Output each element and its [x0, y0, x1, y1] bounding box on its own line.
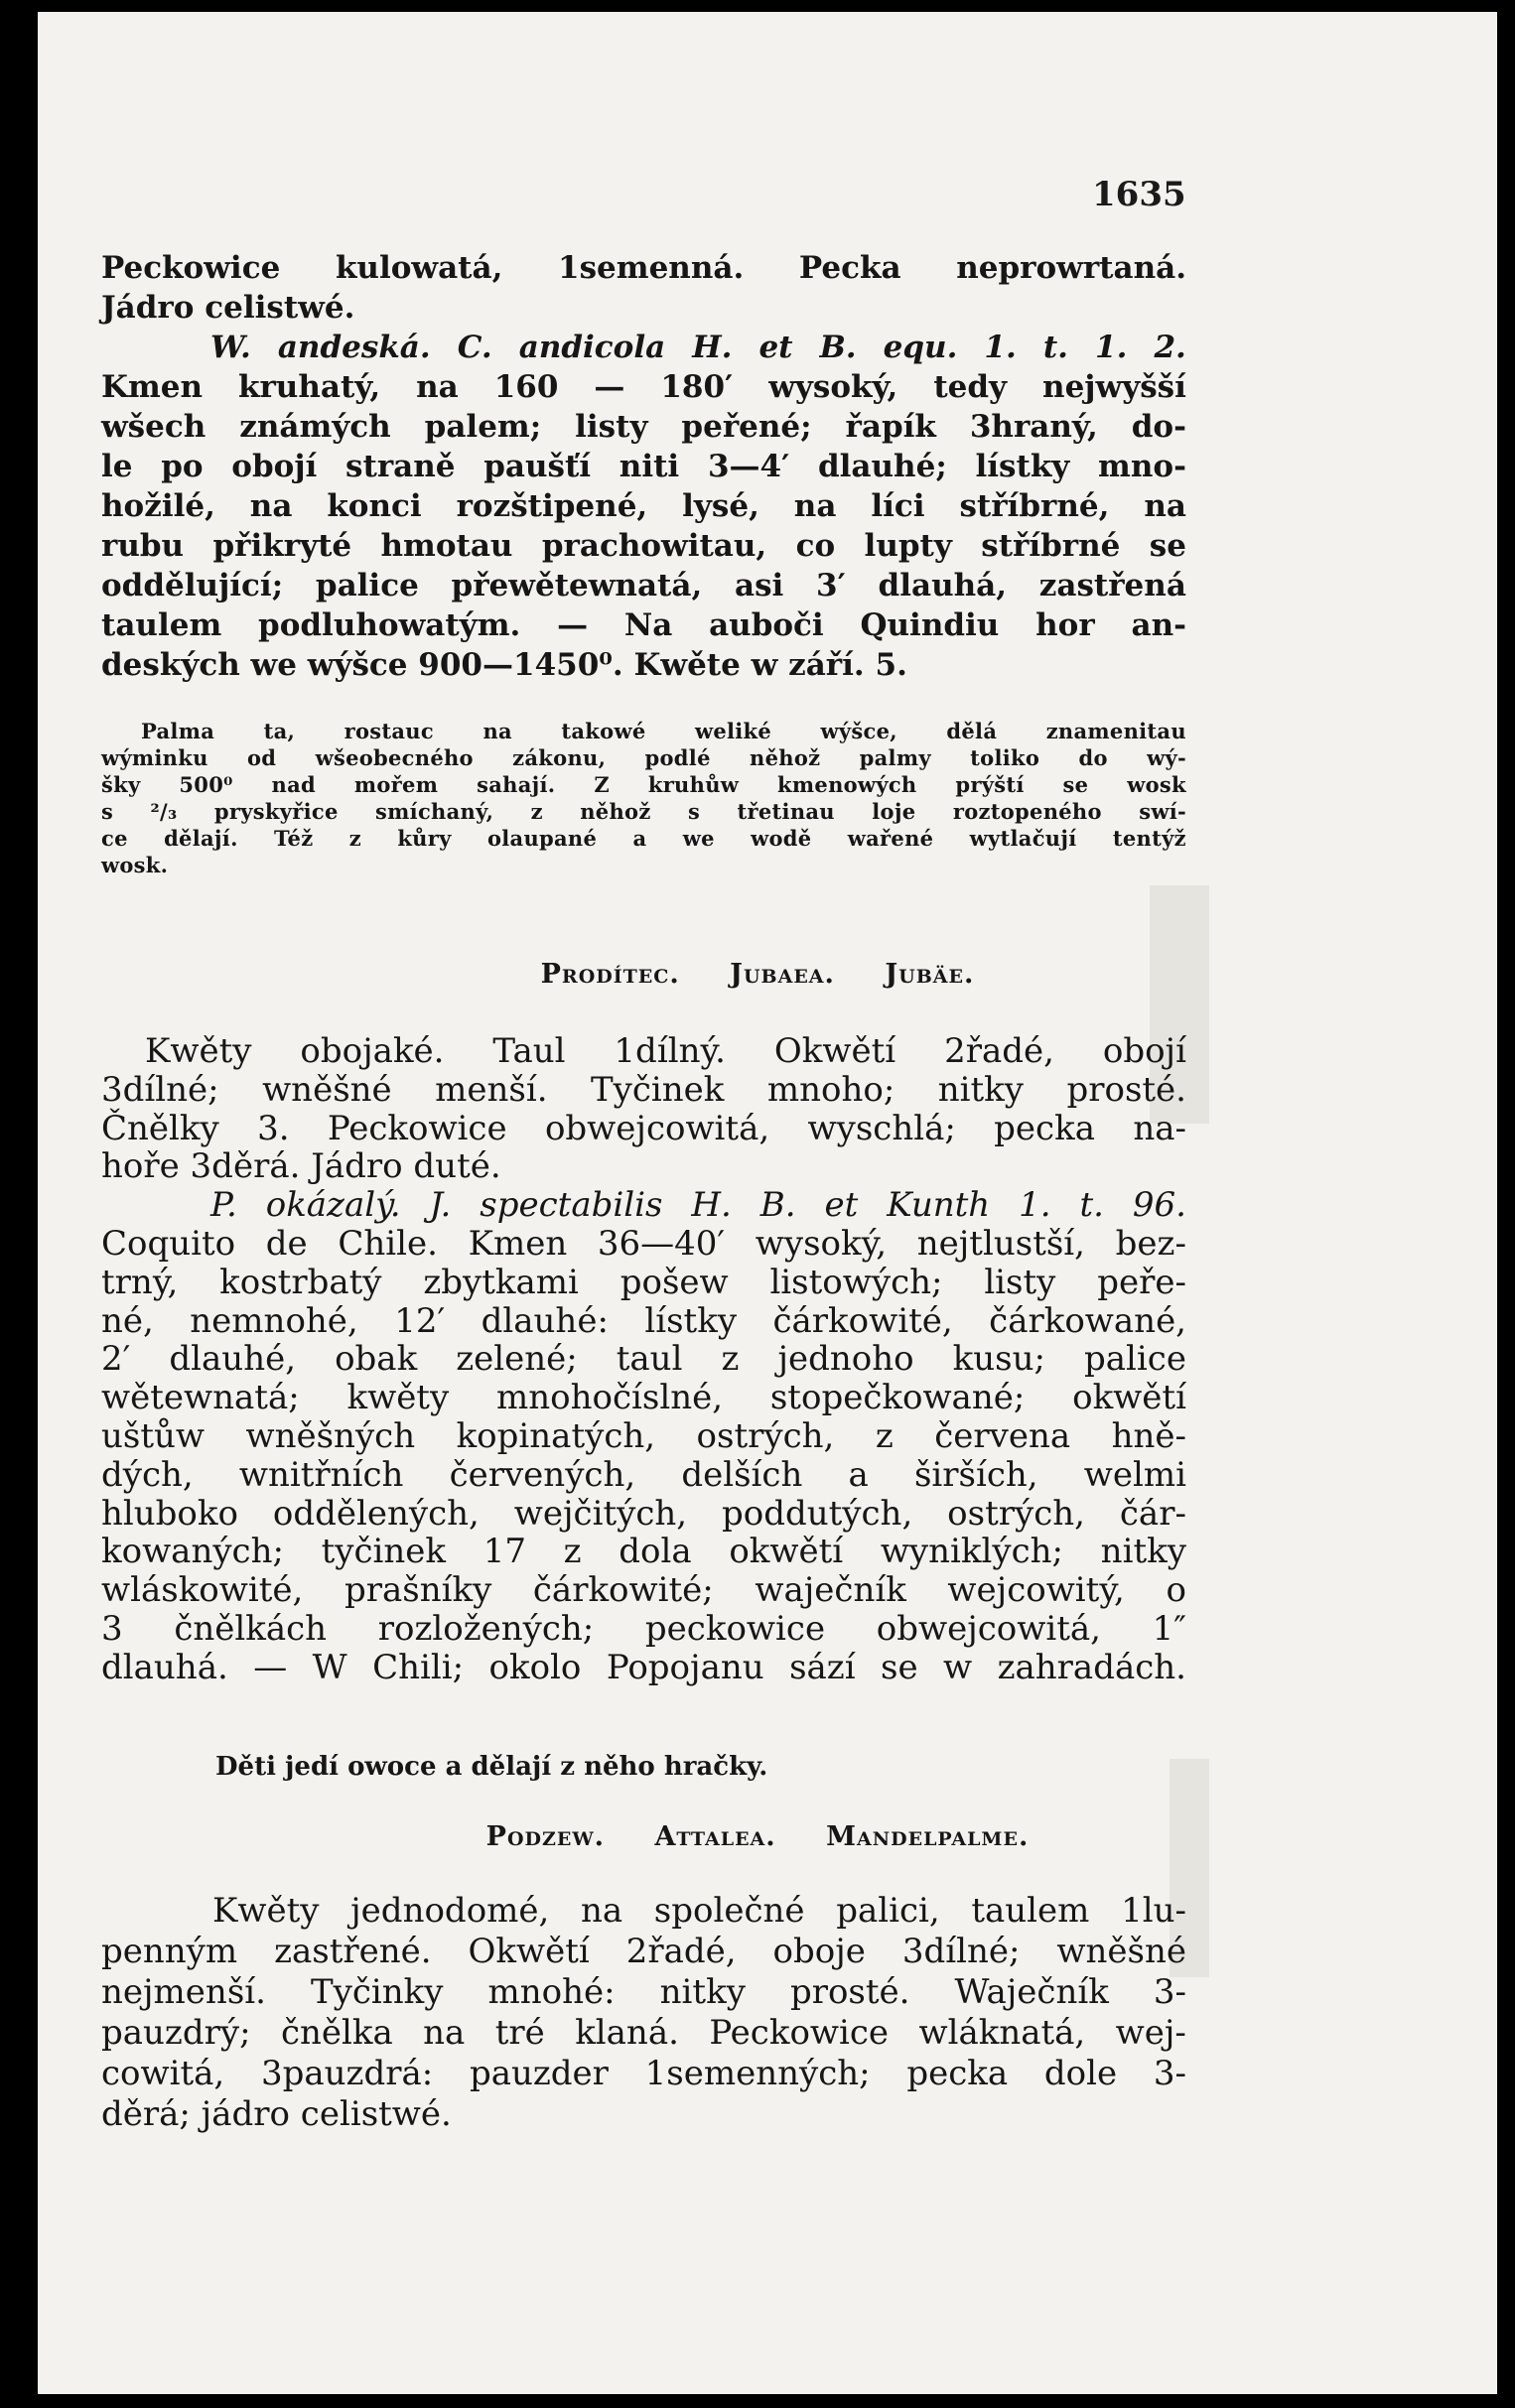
text-line: trný, kostrbatý zbytkami pošew listowých; listy peře-	[101, 1262, 1186, 1302]
text-line: hluboko oddělených, wejčitých, poddutých, ostrých, čár-	[101, 1493, 1186, 1534]
text-line: dých, wnitřních červených, delších a širších, welmi	[101, 1454, 1186, 1495]
text-line: 3 čnělkách rozložených; peckowice obwejcowitá, 1″	[101, 1608, 1186, 1649]
text-line: uštůw wněšných kopinatých, ostrých, z červena hně-	[101, 1415, 1186, 1456]
text-line: Kwěty jednodomé, na společné palici, taulem 1lu-	[212, 1891, 1186, 1931]
note-line: s ²/₃ pryskyřice smíchaný, z něhož s třetinau loje roztopeného swí-	[101, 799, 1186, 824]
text-line: děrá; jádro celistwé.	[101, 2094, 452, 2134]
text-line: né, nemnohé, 12′ dlauhé: lístky čárkowité, čárkowané,	[101, 1300, 1186, 1341]
text-line: 3dílné; wněšné menší. Tyčinek mnoho; nitky prosté.	[101, 1069, 1186, 1110]
text-line: Čnělky 3. Peckowice obwejcowitá, wyschlá; pecka na-	[101, 1108, 1186, 1148]
text-line: cowitá, 3pauzdrá: pauzder 1semenných; pecka dole 3-	[101, 2054, 1186, 2093]
text-line: wšech známých palem; listy peřené; řapík 3hraný, do-	[101, 409, 1186, 445]
note-line: Palma ta, rostauc na takowé weliké wýšce, dělá znamenitau	[141, 719, 1186, 743]
genus-name-czech: Prodítec.	[540, 959, 680, 990]
species-name-line: W. andeská. C. andicola H. et B. equ. 1. t. 1. 2.	[210, 330, 1186, 365]
page-number: 1635	[1092, 175, 1186, 214]
genus-name-latin: Jubaea.	[730, 959, 835, 990]
text-line: kowaných; tyčinek 17 z dola okwětí wyniklých; nitky	[101, 1532, 1186, 1572]
text-line: Kmen kruhatý, na 160 — 180′ wysoký, tedy nejwyšší	[101, 369, 1186, 405]
text-line: rubu přikryté hmotau prachowitau, co lupty stříbrné se	[101, 528, 1186, 564]
text-line: dlauhá. — W Chili; okolo Popojanu sází se w zahradách.	[101, 1647, 1186, 1687]
note-line: wosk.	[101, 853, 169, 877]
species-note	[101, 718, 1186, 878]
note-line: šky 500⁰ nad mořem sahají. Z kruhůw kmenowých prýští se wosk	[101, 772, 1186, 797]
text-line: 2′ dlauhé, obak zelené; taul z jednoho kusu; palice	[101, 1339, 1186, 1380]
species-name-line: P. okázalý. J. spectabilis H. B. et Kunth 1. t. 96.	[210, 1185, 1186, 1226]
text-line: hožilé, na konci rozštipené, lysé, na líci stříbrné, na	[101, 488, 1186, 524]
text-line: Kwěty obojaké. Taul 1dílný. Okwětí 2řadé, obojí	[145, 1031, 1186, 1071]
text-line: oddělující; palice přewětewnatá, asi 3′ dlauhá, zastřená	[101, 568, 1186, 603]
genus-description	[101, 1032, 1186, 1687]
text-line: taulem podluhowatým. — Na auboči Quindiu hor an-	[101, 607, 1186, 643]
text-line: Jádro celistwé.	[101, 290, 355, 326]
genus-name-german: Mandelpalme.	[826, 1821, 1030, 1852]
genus-heading	[0, 959, 1515, 990]
text-line: wětewnatá; kwěty mnohočíslné, stopečkowané; okwětí	[101, 1378, 1186, 1418]
note-line: Děti jedí owoce a dělají z něho hračky.	[215, 1752, 768, 1782]
text-line: nejmenší. Tyčinky mnohé: nitky prosté. Waječník 3-	[101, 1972, 1186, 2012]
text-line: hoře 3děrá. Jádro duté.	[101, 1146, 501, 1187]
text-line: deských we wýšce 900—1450⁰. Kwěte w září. 5.	[101, 647, 907, 683]
genus-heading	[0, 1821, 1515, 1852]
text-line: pauzdrý; čnělka na tré klaná. Peckowice wláknatá, wej-	[101, 2013, 1186, 2053]
text-line: Coquito de Chile. Kmen 36—40′ wysoký, nejtlustší, bez-	[101, 1223, 1186, 1264]
genus-name-latin: Attalea.	[654, 1821, 776, 1852]
text-line: Peckowice kulowatá, 1semenná. Pecka neprowrtaná.	[101, 250, 1186, 286]
text-line: le po obojí straně paušťí niti 3—4′ dlauhé; lístky mno-	[101, 449, 1186, 484]
note-line: ce dělají. Též z kůry olaupané a we wodě wařené wytlačují tentýž	[101, 826, 1186, 851]
text-line: penným zastřené. Okwětí 2řadé, oboje 3dílné; wněšné	[101, 1932, 1186, 1971]
genus-name-german: Jubäe.	[885, 959, 975, 990]
genus-note	[101, 1752, 1186, 1782]
genus-name-czech: Podzew.	[485, 1821, 606, 1852]
text-line: wláskowité, prašníky čárkowité; waječník wejcowitý, o	[101, 1570, 1186, 1611]
note-line: wýminku od wšeobecného zákonu, podlé něhož palmy toliko do wý-	[101, 745, 1186, 770]
genus-description	[101, 1891, 1186, 2135]
species-description	[101, 248, 1186, 685]
